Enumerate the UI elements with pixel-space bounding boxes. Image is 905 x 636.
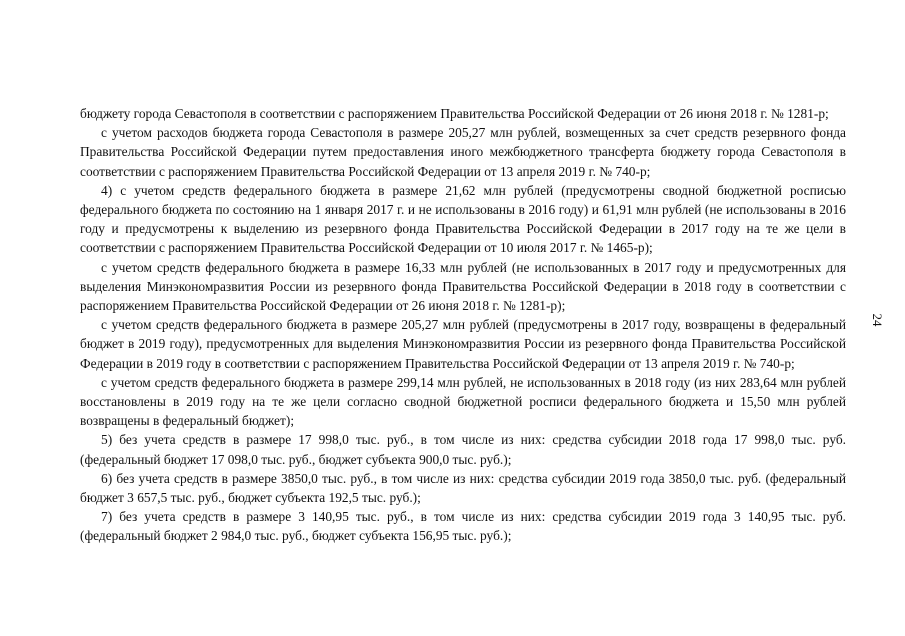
paragraph-9: 7) без учета средств в размере 3 140,95 тыс. руб., в том числе из них: средства субсидии 2019 года 3 140,95 тыс. руб. (федеральный бюджет 2 984,0 тыс. руб., бюджет субъекта 156,95 тыс. руб.); xyxy=(80,509,846,544)
page-number: 24 xyxy=(870,313,885,327)
paragraph-4: с учетом средств федерального бюджета в размере 16,33 млн рублей (не использованных в 2017 году и предусмотренных для выделения Минэкономразвития России из резервного фонда Правительства Российской Федерации в 2018 году в соответствии с распоряжением Правительства Российской Федерации от 26 июня 2018 г. № 1281-р); xyxy=(80,259,846,314)
paragraph-1: бюджету города Севастополя в соответствии с распоряжением Правительства Российской Федерации от 26 июня 2018 г. № 1281-р; xyxy=(80,106,829,121)
paragraph-2: с учетом расходов бюджета города Севастополя в размере 205,27 млн рублей, возмещенных за счет средств резервного фонда Правительства Российской Федерации путем предоставления иного межбюджетного трансферта бюджету города Севастополя в соответствии с распоряжением Правительства Российской Федерации от 13 апреля 2019 г. № 740-р; xyxy=(80,125,846,179)
paragraph-5: с учетом средств федерального бюджета в размере 205,27 млн рублей (предусмотрены в 2017 году, возвращены в федеральный бюджет в 2019 году), предусмотренных для выделения Минэкономразвития России из резервного фонда Правительства Российской Федерации в 2019 году в соответствии с распоряжением Правительства Российской Федерации от 13 апреля 2019 г. № 740-р; xyxy=(80,317,846,371)
paragraph-6: с учетом средств федерального бюджета в размере 299,14 млн рублей, не использованных в 2018 году (из них 283,64 млн рублей восстановлены в 2019 году на те же цели согласно сводной бюджетной росписи федерального бюджета и 15,50 млн рублей возвращены в федеральный бюджет); xyxy=(80,374,846,429)
paragraph-3: 4) с учетом средств федерального бюджета в размере 21,62 млн рублей (предусмотрены сводной бюджетной росписью федерального бюджета по состоянию на 1 января 2017 г. и не использованы в 2016 году) и 61,91 млн рублей (не использованы в 2016 году и предусмотрены к выделению из резервного фонда Правительства Российской Федерации в 2017 году на те же цели в соответствии с распоряжением Правительства Российской Федерации от 10 июля 2017 г. № 1465-р); xyxy=(80,182,846,256)
document-body xyxy=(80,104,846,546)
paragraph-8: 6) без учета средств в размере 3850,0 тыс. руб., в том числе из них: средства субсидии 2019 года 3850,0 тыс. руб. (федеральный бюджет 3 657,5 тыс. руб., бюджет субъекта 192,5 тыс. руб.); xyxy=(80,470,846,506)
paragraph-7: 5) без учета средств в размере 17 998,0 тыс. руб., в том числе из них: средства субсидии 2018 года 17 998,0 тыс. руб. (федеральный бюджет 17 098,0 тыс. руб., бюджет субъекта 900,0 тыс. руб.); xyxy=(80,432,846,467)
